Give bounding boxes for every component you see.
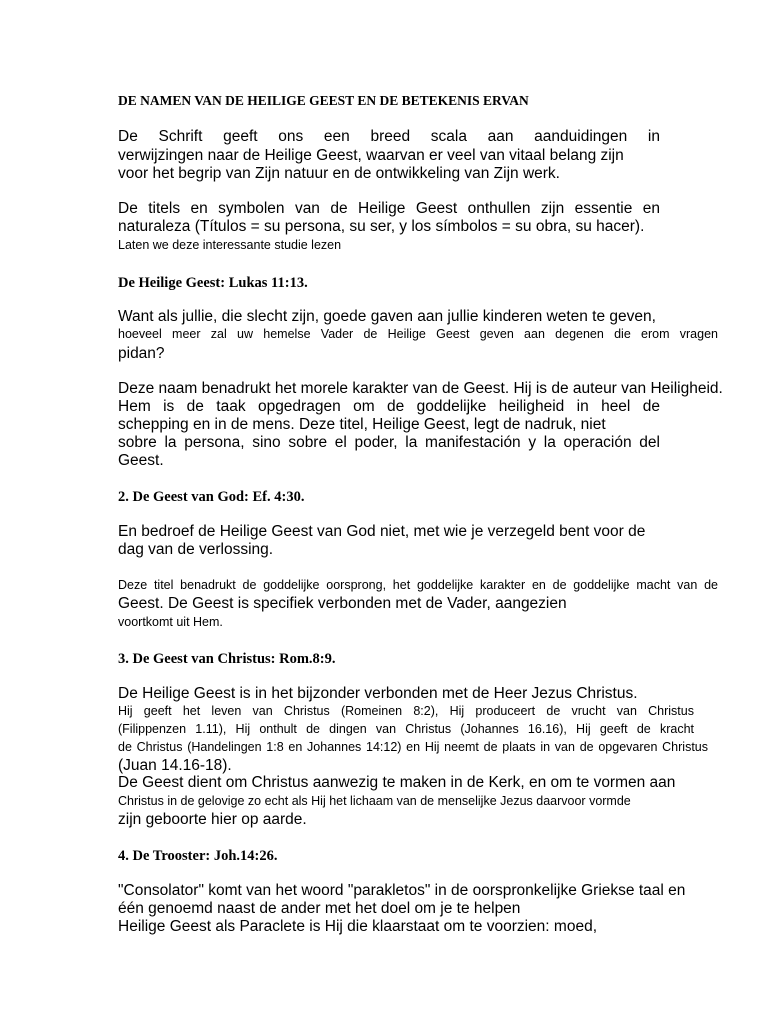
comment-line: Geest. xyxy=(118,452,164,469)
verse-line: En bedroef de Heilige Geest van God niet, met wie je verzegeld bent voor de xyxy=(118,523,646,540)
section-line: De Geest dient om Christus aanwezig te maken in de Kerk, en om te vormen aan xyxy=(118,774,676,791)
section-heading: De Heilige Geest: Lukas 11:13. xyxy=(118,275,308,291)
section-line: Christus in de gelovige zo echt als Hij het lichaam van de menselijke Jezus daarvoor vormde xyxy=(118,794,631,808)
comment-line: Deze naam benadrukt het morele karakter van de Geest. Hij is de auteur van Heiligheid. xyxy=(118,380,723,397)
section-line: zijn geboorte hier op aarde. xyxy=(118,811,307,828)
section-line: (Juan 14.16-18). xyxy=(118,757,232,774)
section-heading: 3. De Geest van Christus: Rom.8:9. xyxy=(118,651,336,667)
section-line: (Filippenzen 1.11), Hij onthult de dingen van Christus (Johannes 16.16), Hij geeft de kracht xyxy=(118,722,694,736)
comment-line: Deze titel benadrukt de goddelijke oorsprong, het goddelijke karakter en de goddelijke macht van de xyxy=(118,578,718,592)
intro-line: De titels en symbolen van de Heilige Geest onthullen zijn essentie en xyxy=(118,200,660,217)
section-line: Hij geeft het leven van Christus (Romeinen 8:2), Hij produceert de vrucht van Christus xyxy=(118,704,694,718)
page-title: DE NAMEN VAN DE HEILIGE GEEST EN DE BETEKENIS ERVAN xyxy=(118,93,529,108)
intro-line: Laten we deze interessante studie lezen xyxy=(118,238,342,252)
intro-line: voor het begrip van Zijn natuur en de ontwikkeling van Zijn werk. xyxy=(118,165,560,182)
section-line: Heilige Geest als Paraclete is Hij die klaarstaat om te voorzien: moed, xyxy=(118,918,597,935)
verse-line: pidan? xyxy=(118,345,165,362)
section-line: De Heilige Geest is in het bijzonder verbonden met de Heer Jezus Christus. xyxy=(118,685,638,702)
section-line: één genoemd naast de ander met het doel om je te helpen xyxy=(118,900,521,917)
section-heading: 2. De Geest van God: Ef. 4:30. xyxy=(118,489,305,505)
intro-line: De Schrift geeft ons een breed scala aan aanduidingen in xyxy=(118,128,660,145)
section-heading: 4. De Trooster: Joh.14:26. xyxy=(118,848,278,864)
section-line: de Christus (Handelingen 1:8 en Johannes 14:12) en Hij neemt de plaats in van de opgevaren Christus xyxy=(118,740,708,754)
comment-line: schepping en in de mens. Deze titel, Heilige Geest, legt de nadruk, niet xyxy=(118,416,606,433)
comment-line: sobre la persona, sino sobre el poder, la manifestación y la operación del xyxy=(118,434,660,451)
intro-line: naturaleza (Títulos = su persona, su ser, y los símbolos = su obra, su hacer). xyxy=(118,218,645,235)
comment-line: Hem is de taak opgedragen om de goddelijke heiligheid in heel de xyxy=(118,398,660,415)
intro-line: verwijzingen naar de Heilige Geest, waarvan er veel van vitaal belang zijn xyxy=(118,147,624,164)
comment-line: voortkomt uit Hem. xyxy=(118,615,223,629)
verse-line: dag van de verlossing. xyxy=(118,541,274,558)
comment-line: Geest. De Geest is specifiek verbonden met de Vader, aangezien xyxy=(118,595,567,612)
verse-line: hoeveel meer zal uw hemelse Vader de Heilige Geest geven aan degenen die erom vragen xyxy=(118,327,718,341)
section-line: "Consolator" komt van het woord "parakletos" in de oorspronkelijke Griekse taal en xyxy=(118,882,686,899)
verse-line: Want als jullie, die slecht zijn, goede gaven aan jullie kinderen weten te geven, xyxy=(118,308,656,325)
